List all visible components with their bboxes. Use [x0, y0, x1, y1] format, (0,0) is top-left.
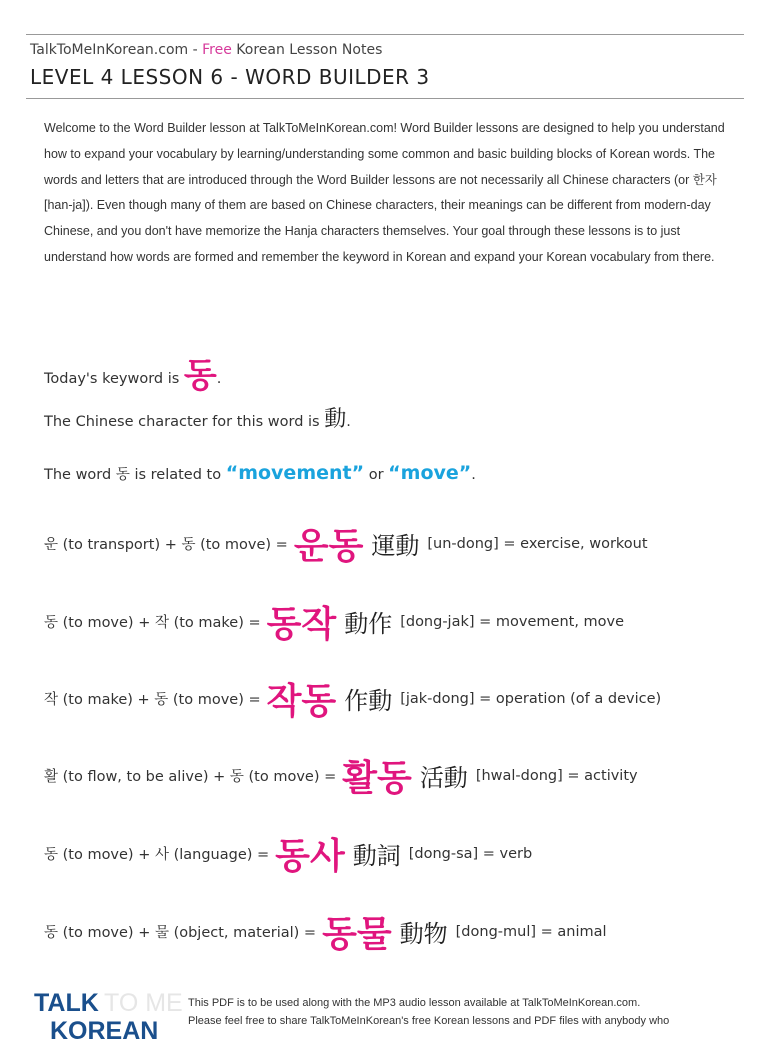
footer-text	[188, 994, 758, 1030]
word-meaning: [dong-jak] = movement, move	[400, 613, 625, 630]
footer-line-1: This PDF is to be used along with the MP3 audio lesson available at TalkToMeInKorean.com.	[188, 997, 641, 1009]
word-formula: 활 (to flow, to be alive) + 동 (to move) =	[44, 769, 337, 785]
site-header	[30, 42, 382, 58]
word-meaning: [dong-sa] = verb	[408, 845, 533, 862]
word-row	[44, 906, 607, 957]
word-row	[44, 750, 638, 801]
related-prefix: The word 동 is related to	[44, 467, 226, 483]
keyword: 동	[183, 356, 217, 396]
word-hanja: 活動	[419, 764, 468, 792]
word-row	[44, 828, 532, 879]
chinese-prefix: The Chinese character for this word is	[44, 414, 325, 430]
talktomeinkorean-logo	[30, 990, 182, 1046]
word-korean: 작동	[266, 681, 337, 722]
word-hanja: 動物	[399, 920, 448, 948]
word-hanja: 動作	[344, 610, 393, 638]
title-rule	[26, 98, 744, 99]
word-korean: 동사	[275, 836, 345, 877]
meaning-move: “move”	[388, 462, 472, 484]
related-line	[44, 462, 476, 484]
word-row	[44, 673, 661, 724]
word-formula: 운 (to transport) + 동 (to move) =	[44, 537, 288, 553]
word-meaning: [hwal-dong] = activity	[475, 767, 638, 784]
free-label: Free	[202, 42, 232, 58]
word-meaning: [jak-dong] = operation (of a device)	[400, 690, 662, 707]
related-suffix: .	[471, 467, 476, 483]
word-korean: 동물	[322, 914, 392, 955]
word-korean: 동작	[266, 604, 337, 645]
keyword-line	[44, 348, 221, 397]
page-title: LEVEL 4 LESSON 6 - WORD BUILDER 3	[30, 65, 430, 89]
word-meaning: [un-dong] = exercise, workout	[427, 535, 648, 552]
logo-tome: TO ME	[104, 989, 183, 1017]
word-row	[44, 518, 648, 569]
word-hanja: 作動	[344, 687, 393, 715]
logo-talk: TALK	[34, 989, 99, 1017]
chinese-suffix: .	[346, 414, 351, 430]
word-formula: 동 (to move) + 사 (language) =	[44, 847, 270, 863]
word-hanja: 運動	[371, 532, 420, 560]
word-korean: 활동	[342, 758, 412, 799]
site-name: TalkToMeInKorean.com -	[30, 42, 203, 58]
site-tagline: Korean Lesson Notes	[231, 42, 383, 58]
word-row	[44, 596, 624, 647]
footer-line-2: Please feel free to share TalkToMeInKorean's free Korean lessons and PDF files with anybody who	[188, 1015, 670, 1027]
logo-korean: KOREAN	[50, 1017, 159, 1045]
chinese-line	[44, 402, 351, 433]
related-or: or	[364, 467, 389, 483]
meaning-movement: “movement”	[225, 462, 365, 484]
word-formula: 작 (to make) + 동 (to move) =	[44, 692, 261, 708]
intro-paragraph: Welcome to the Word Builder lesson at TalkToMeInKorean.com! Word Builder lessons are designed to help you understand how to expand your vocabulary by learning/understanding some common and basic building blocks of Korean words. The words and letters that are introduced through the Word Builder lessons are not necessarily all Chinese characters (or 한자 [han-ja]). Even though many of them are based on Chinese characters, their meanings can be different from modern-day Chinese, and you don't have memorize the Hanja characters themselves. Your goal through these lessons is to just understand how words are formed and remember the keyword in Korean and expand your Korean vocabulary from there.	[44, 121, 725, 264]
top-rule	[26, 34, 744, 35]
word-formula: 동 (to move) + 작 (to make) =	[44, 615, 261, 631]
keyword-prefix: Today's keyword is	[44, 371, 184, 387]
word-formula: 동 (to move) + 물 (object, material) =	[44, 925, 317, 941]
word-hanja: 動詞	[352, 842, 401, 870]
keyword-hanja: 動	[324, 407, 347, 432]
word-korean: 운동	[293, 526, 364, 567]
keyword-suffix: .	[216, 371, 222, 387]
word-meaning: [dong-mul] = animal	[455, 923, 607, 940]
